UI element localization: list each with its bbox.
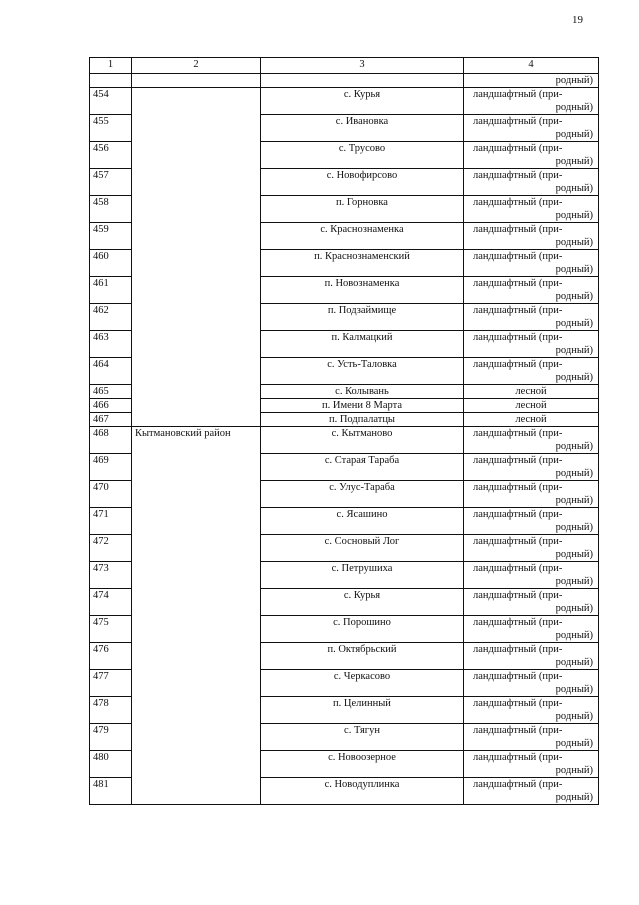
row-number-cell	[90, 74, 132, 88]
row-number-cell: 464	[90, 358, 132, 385]
type-cell	[464, 751, 599, 778]
type-line-1: ландшафтный (при-	[473, 305, 563, 316]
type-line-1: ландшафтный (при-	[473, 224, 563, 235]
type-line-1: ландшафтный (при-	[473, 116, 563, 127]
type-cell	[464, 724, 599, 751]
type-cell	[464, 142, 599, 169]
settlement-cell: с. Петрушиха	[261, 562, 464, 589]
type-line-2: родный)	[555, 603, 593, 614]
row-number-cell: 461	[90, 277, 132, 304]
column-header-2: 2	[132, 58, 261, 74]
type-cell	[464, 427, 599, 454]
type-line-2: родный)	[555, 576, 593, 587]
type-line-2: родный)	[555, 372, 593, 383]
type-cell	[464, 589, 599, 616]
row-number-cell: 457	[90, 169, 132, 196]
type-cell	[464, 250, 599, 277]
settlement-cell: с. Новодуплинка	[261, 778, 464, 805]
row-number-cell: 468	[90, 427, 132, 454]
row-number-cell: 470	[90, 481, 132, 508]
settlement-cell: с. Новоозерное	[261, 751, 464, 778]
settlement-cell: с. Трусово	[261, 142, 464, 169]
type-line-1: ландшафтный (при-	[473, 590, 563, 601]
type-line-1: ландшафтный (при-	[473, 170, 563, 181]
type-line-1: ландшафтный (при-	[473, 644, 563, 655]
type-line-1: ландшафтный (при-	[473, 332, 563, 343]
type-line-2: родный)	[555, 684, 593, 695]
type-cell	[464, 331, 599, 358]
type-line-2: родный)	[555, 264, 593, 275]
type-cell	[464, 304, 599, 331]
row-number-cell: 478	[90, 697, 132, 724]
row-number-cell: 463	[90, 331, 132, 358]
settlement-cell: п. Подпалатцы	[261, 413, 464, 427]
settlement-cell: п. Целинный	[261, 697, 464, 724]
column-header-1: 1	[90, 58, 132, 74]
row-number-cell: 466	[90, 399, 132, 413]
type-cell	[464, 223, 599, 250]
settlement-cell: с. Кытманово	[261, 427, 464, 454]
type-line-1: ландшафтный (при-	[473, 509, 563, 520]
type-line-1: ландшафтный (при-	[473, 563, 563, 574]
type-cell	[464, 508, 599, 535]
type-line-1: ландшафтный (при-	[473, 617, 563, 628]
column-header-3: 3	[261, 58, 464, 74]
type-line-1: ландшафтный (при-	[473, 779, 563, 790]
row-number-cell: 455	[90, 115, 132, 142]
type-line-1: лесной	[515, 414, 547, 425]
type-line-2: родный)	[555, 318, 593, 329]
type-cell	[464, 413, 599, 427]
row-number-cell: 476	[90, 643, 132, 670]
row-number-cell: 469	[90, 454, 132, 481]
type-cell	[464, 196, 599, 223]
settlement-cell: с. Курья	[261, 88, 464, 115]
type-cell	[464, 277, 599, 304]
settlement-cell: с. Черкасово	[261, 670, 464, 697]
column-header-4: 4	[464, 58, 599, 74]
type-cell	[464, 169, 599, 196]
type-line-2: родный)	[555, 237, 593, 248]
settlement-cell: с. Ивановка	[261, 115, 464, 142]
type-line-2: родный)	[555, 345, 593, 356]
type-cell	[464, 481, 599, 508]
type-line-2: родный)	[555, 129, 593, 140]
type-cell	[464, 115, 599, 142]
table-row	[90, 427, 599, 454]
type-cell	[464, 74, 599, 88]
district-name-cell: Кытмановский район	[132, 427, 261, 805]
type-line-2: родный)	[555, 522, 593, 533]
settlement-cell: п. Калмацкий	[261, 331, 464, 358]
type-cell	[464, 358, 599, 385]
settlement-cell: с. Новофирсово	[261, 169, 464, 196]
district-cell	[132, 74, 261, 88]
row-number-cell: 471	[90, 508, 132, 535]
table-body	[90, 74, 599, 805]
row-number-cell: 477	[90, 670, 132, 697]
type-line-1: ландшафтный (при-	[473, 89, 563, 100]
type-line-1: ландшафтный (при-	[473, 143, 563, 154]
type-line-1: лесной	[515, 400, 547, 411]
type-line-2: родный)	[555, 291, 593, 302]
settlement-cell: с. Улус-Тараба	[261, 481, 464, 508]
type-cell	[464, 643, 599, 670]
type-line-1: ландшафтный (при-	[473, 455, 563, 466]
settlement-cell: п. Подзаймище	[261, 304, 464, 331]
type-line-2: родный)	[555, 738, 593, 749]
type-cell	[464, 670, 599, 697]
row-number-cell: 472	[90, 535, 132, 562]
settlement-cell: п. Октябрьский	[261, 643, 464, 670]
type-line-1: ландшафтный (при-	[473, 251, 563, 262]
type-line-2: родный)	[555, 765, 593, 776]
type-line-2: родный)	[555, 210, 593, 221]
row-number-cell: 481	[90, 778, 132, 805]
type-cell	[464, 535, 599, 562]
type-line-1: ландшафтный (при-	[473, 671, 563, 682]
row-number-cell: 458	[90, 196, 132, 223]
type-line-1: ландшафтный (при-	[473, 278, 563, 289]
settlement-cell: с. Порошино	[261, 616, 464, 643]
type-cell	[464, 697, 599, 724]
type-cell	[464, 616, 599, 643]
type-cell	[464, 562, 599, 589]
settlement-cell: п. Новознаменка	[261, 277, 464, 304]
settlement-cell: с. Усть-Таловка	[261, 358, 464, 385]
type-line-2: родный)	[555, 468, 593, 479]
type-line-2: родный)	[555, 792, 593, 803]
row-number-cell: 480	[90, 751, 132, 778]
settlement-cell: с. Ясашино	[261, 508, 464, 535]
district-cell	[132, 88, 261, 427]
type-cell	[464, 454, 599, 481]
row-number-cell: 474	[90, 589, 132, 616]
settlement-cell: п. Горновка	[261, 196, 464, 223]
type-line-2: родный)	[555, 183, 593, 194]
settlement-cell: с. Старая Тараба	[261, 454, 464, 481]
type-cell	[464, 778, 599, 805]
type-line-1: ландшафтный (при-	[473, 197, 563, 208]
settlement-cell: с. Сосновый Лог	[261, 535, 464, 562]
type-cell	[464, 88, 599, 115]
row-number-cell: 467	[90, 413, 132, 427]
row-number-cell: 473	[90, 562, 132, 589]
type-tail: родный)	[555, 75, 593, 86]
settlement-cell: п. Краснознаменский	[261, 250, 464, 277]
type-line-1: ландшафтный (при-	[473, 725, 563, 736]
row-number-cell: 460	[90, 250, 132, 277]
type-line-1: ландшафтный (при-	[473, 428, 563, 439]
table-header-row	[90, 58, 599, 74]
settlement-cell: с. Краснознаменка	[261, 223, 464, 250]
type-line-2: родный)	[555, 102, 593, 113]
row-number-cell: 462	[90, 304, 132, 331]
row-number-cell: 479	[90, 724, 132, 751]
continuation-row	[90, 74, 599, 88]
type-line-2: родный)	[555, 711, 593, 722]
type-line-2: родный)	[555, 495, 593, 506]
settlement-cell	[261, 74, 464, 88]
settlement-cell: с. Курья	[261, 589, 464, 616]
type-cell	[464, 385, 599, 399]
type-line-2: родный)	[555, 549, 593, 560]
row-number-cell: 475	[90, 616, 132, 643]
type-line-2: родный)	[555, 441, 593, 452]
type-line-2: родный)	[555, 657, 593, 668]
settlement-cell: п. Имени 8 Марта	[261, 399, 464, 413]
type-line-1: лесной	[515, 386, 547, 397]
type-line-1: ландшафтный (при-	[473, 536, 563, 547]
table-row	[90, 88, 599, 115]
row-number-cell: 465	[90, 385, 132, 399]
settlement-cell: с. Колывань	[261, 385, 464, 399]
type-line-2: родный)	[555, 630, 593, 641]
type-line-1: ландшафтный (при-	[473, 359, 563, 370]
type-line-1: ландшафтный (при-	[473, 752, 563, 763]
row-number-cell: 459	[90, 223, 132, 250]
page-number: 19	[572, 14, 583, 26]
row-number-cell: 454	[90, 88, 132, 115]
row-number-cell: 456	[90, 142, 132, 169]
type-line-1: ландшафтный (при-	[473, 698, 563, 709]
type-line-2: родный)	[555, 156, 593, 167]
type-cell	[464, 399, 599, 413]
settlement-cell: с. Тягун	[261, 724, 464, 751]
type-line-1: ландшафтный (при-	[473, 482, 563, 493]
settlements-table	[89, 57, 599, 805]
